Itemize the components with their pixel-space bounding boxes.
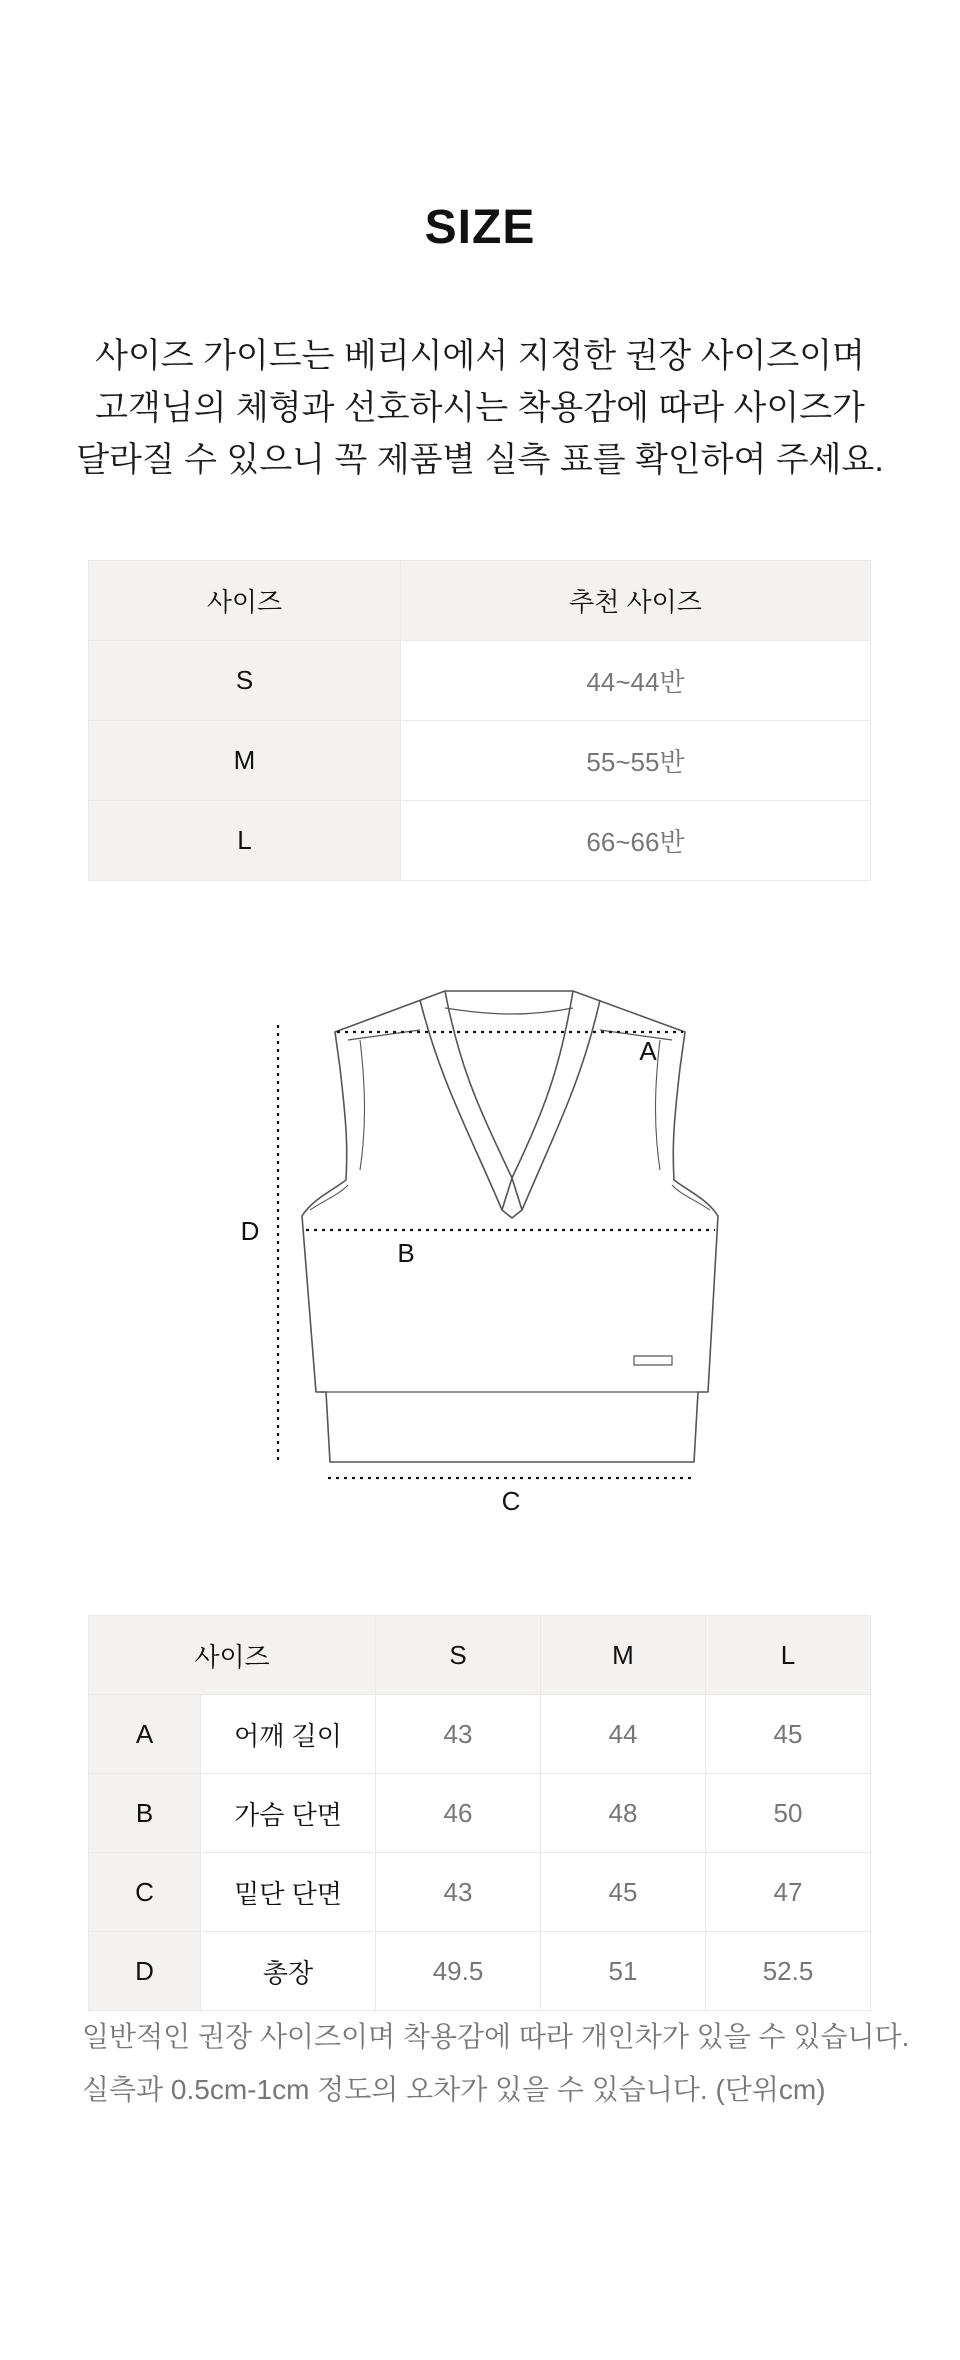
measure-value: 50 <box>706 1774 871 1853</box>
label-a: A <box>639 1036 657 1066</box>
measure-value: 45 <box>541 1853 706 1932</box>
intro-line: 고객님의 체형과 선호하시는 착용감에 따라 사이즈가 <box>95 389 865 427</box>
measure-value: 43 <box>376 1853 541 1932</box>
recommended-size-cell: 44~44반 <box>401 641 871 721</box>
vest-outline-icon <box>0 960 960 1520</box>
column-header: 사이즈 <box>89 561 401 641</box>
recommended-size-cell: 66~66반 <box>401 801 871 881</box>
intro-line: 사이즈 가이드는 베리시에서 지정한 권장 사이즈이며 <box>95 337 865 375</box>
measure-value: 46 <box>376 1774 541 1853</box>
recommended-size-table <box>88 560 871 881</box>
measure-key: D <box>89 1932 201 2011</box>
column-header: 추천 사이즈 <box>401 561 871 641</box>
measure-key: C <box>89 1853 201 1932</box>
table-row <box>89 721 871 801</box>
table-row <box>89 641 871 721</box>
measure-key: B <box>89 1774 201 1853</box>
page-title: SIZE <box>424 201 536 254</box>
table-header-row <box>89 561 871 641</box>
note-line: 실측과 0.5cm-1cm 정도의 오차가 있을 수 있습니다. (단위cm) <box>82 2074 826 2105</box>
column-header: M <box>541 1616 706 1695</box>
measure-value: 51 <box>541 1932 706 2011</box>
table-row <box>89 1932 871 2011</box>
label-c: C <box>501 1486 521 1516</box>
label-b: B <box>397 1238 415 1268</box>
size-cell: L <box>89 801 401 881</box>
size-guide-intro <box>60 330 900 486</box>
table-row <box>89 801 871 881</box>
recommended-size-cell: 55~55반 <box>401 721 871 801</box>
table-row <box>89 1774 871 1853</box>
size-cell: S <box>89 641 401 721</box>
note-line: 일반적인 권장 사이즈이며 착용감에 따라 개인차가 있을 수 있습니다. <box>82 2021 910 2052</box>
table-row <box>89 1853 871 1932</box>
column-header: S <box>376 1616 541 1695</box>
table-header-row <box>89 1616 871 1695</box>
measure-value: 45 <box>706 1695 871 1774</box>
column-header: 사이즈 <box>89 1616 376 1695</box>
measure-value: 52.5 <box>706 1932 871 2011</box>
measure-value: 44 <box>541 1695 706 1774</box>
measure-value: 43 <box>376 1695 541 1774</box>
measure-value: 48 <box>541 1774 706 1853</box>
size-cell: M <box>89 721 401 801</box>
vest-measurement-diagram <box>0 960 960 1520</box>
measure-name: 가슴 단면 <box>201 1774 376 1853</box>
measurement-table <box>88 1615 871 2011</box>
measure-value: 49.5 <box>376 1932 541 2011</box>
measure-name: 총장 <box>201 1932 376 2011</box>
column-header: L <box>706 1616 871 1695</box>
measure-name: 밑단 단면 <box>201 1853 376 1932</box>
table-row <box>89 1695 871 1774</box>
intro-line: 달라질 수 있으니 꼭 제품별 실측 표를 확인하여 주세요. <box>76 441 884 479</box>
measure-value: 47 <box>706 1853 871 1932</box>
label-d: D <box>240 1216 260 1246</box>
size-notes <box>82 2010 912 2116</box>
measure-name: 어깨 길이 <box>201 1695 376 1774</box>
measure-key: A <box>89 1695 201 1774</box>
